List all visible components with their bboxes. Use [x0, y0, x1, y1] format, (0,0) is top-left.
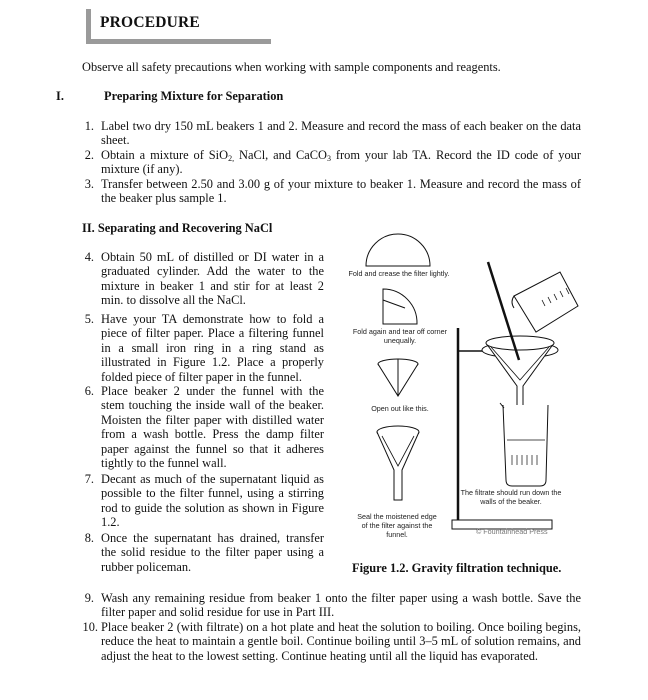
caption-fold-crease: Fold and crease the filter lightly. — [348, 269, 450, 278]
item-2-number: 2. — [84, 148, 94, 162]
caption-open-out: Open out like this. — [371, 404, 429, 413]
item-1-text: Label two dry 150 mL beakers 1 and 2. Measure and record the mass of each beaker on the data sheet. — [101, 119, 581, 148]
beaker-2 — [503, 405, 548, 486]
item-4-text: Obtain 50 mL of distilled or DI water in a graduated cylinder. Add the water to the mixture in beaker 1 and stir for at least 2 min. to dissolve all the NaCl. — [101, 250, 324, 308]
section-1-title: Preparing Mixture for Separation — [104, 89, 284, 103]
beaker-1-lip — [512, 296, 514, 308]
item-1-number: 1. — [84, 119, 94, 133]
figure-caption: Figure 1.2. Gravity filtration technique. — [352, 561, 562, 575]
caption-seal-filter: Seal the moistened edge of the filter against the funnel. — [357, 512, 437, 539]
caption-fold-again: Fold again and tear off corner unequally. — [352, 327, 448, 345]
figure-credit: © Fountainhead Press — [476, 527, 548, 536]
section-1-numeral: I. — [56, 89, 64, 103]
beaker-1-pouring — [514, 272, 578, 332]
item-8-text: Once the supernatant has drained, transfer the solid residue to the filter paper using a rubber policeman. — [101, 531, 324, 574]
item-6-text: Place beaker 2 under the funnel with the stem touching the inside wall of the beaker. Moisten the filter paper with distilled water from a wash bottle. Press the damp filter paper against the funnel so that it adheres tightly to the funnel wall. — [101, 384, 324, 471]
item-3-text: Transfer between 2.50 and 3.00 g of your mixture to beaker 1. Measure and record the mass of the beaker plus sample 1. — [101, 177, 581, 206]
item-10-text: Place beaker 2 (with filtrate) on a hot plate and heat the solution to boiling. Once boiling begins, reduce the heat to maintain a gentle boil. Continue boiling until 3–5 mL of solution remains, and adjust the heat to the lowest setting. Continue heating until all the liquid has evaporated. — [101, 620, 581, 663]
item-2-text: Obtain a mixture of SiO$_{2,}$ NaCl, and CaCO$_3$ from your lab TA. Record the ID code of your mixture (if any). — [101, 148, 581, 177]
item-8-number: 8. — [84, 531, 94, 545]
caption-filtrate: The filtrate should run down the walls of the beaker. — [460, 488, 562, 506]
item-9-text: Wash any remaining residue from beaker 1 onto the filter paper using a wash bottle. Save the filter paper and solid residue for use in Part III. — [101, 591, 581, 620]
section-2-title: II. Separating and Recovering NaCl — [82, 221, 273, 235]
item-5-text: Have your TA demonstrate how to fold a piece of filter paper. Place a filtering funnel in a small iron ring in a ring stand as illustrated in Figure 1.2. Place a properly folded piece of filter paper in the funnel. — [101, 312, 324, 384]
half-circle-filter-shape — [366, 234, 430, 266]
item-6-number: 6. — [84, 384, 94, 398]
item-7-text: Decant as much of the supernatant liquid as possible to the filter funnel, using a stirring rod to guide the solution as shown in Figure 1.2. — [101, 472, 324, 530]
item-7-number: 7. — [84, 472, 94, 486]
item-10-number: 10. — [82, 620, 98, 634]
item-4-number: 4. — [84, 250, 94, 264]
item-5-number: 5. — [84, 312, 94, 326]
page-title: PROCEDURE — [100, 14, 200, 31]
item-3-number: 3. — [84, 177, 94, 191]
funnel-top — [486, 336, 554, 350]
item-9-number: 9. — [84, 591, 94, 605]
intro-text: Observe all safety precautions when working with sample components and reagents. — [82, 60, 501, 74]
